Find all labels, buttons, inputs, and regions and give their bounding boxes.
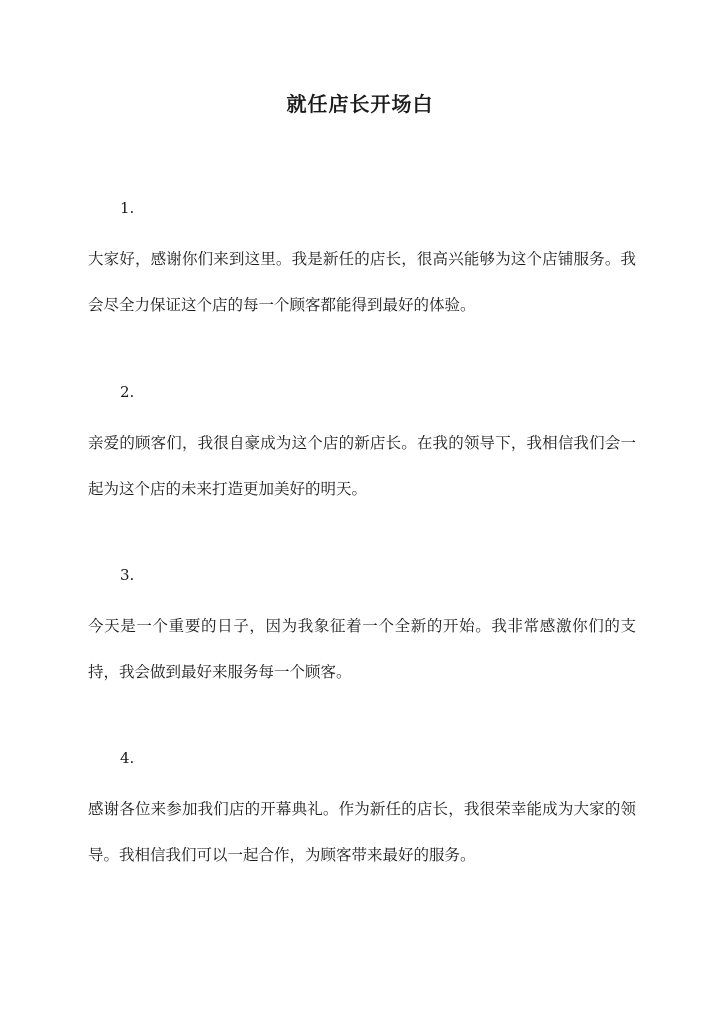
section-number: 1. [120,199,135,217]
section-2 [88,382,636,512]
section-paragraph: 感谢各位来参加我们店的开幕典礼。作为新任的店长，我很荣幸能成为大家的领导。我相信我们可以一起合作，为顾客带来最好的服务。 [88,800,636,864]
section-paragraph: 今天是一个重要的日子，因为我象征着一个全新的开始。我非常感激你们的支持，我会做到最好来服务每一个顾客。 [88,617,636,681]
section-number: 4. [120,749,135,767]
document-title: 就任店长开场白 [286,92,434,116]
section-1 [88,198,636,328]
section-number: 3. [120,566,135,584]
section-paragraph: 亲爱的顾客们，我很自豪成为这个店的新店长。在我的领导下，我相信我们会一起为这个店的未来打造更加美好的明天。 [88,434,636,498]
section-3 [88,565,636,695]
section-paragraph: 大家好，感谢你们来到这里。我是新任的店长，很高兴能够为这个店铺服务。我会尽全力保证这个店的每一个顾客都能得到最好的体验。 [88,250,636,314]
section-4 [88,748,636,878]
section-number: 2. [120,383,135,401]
